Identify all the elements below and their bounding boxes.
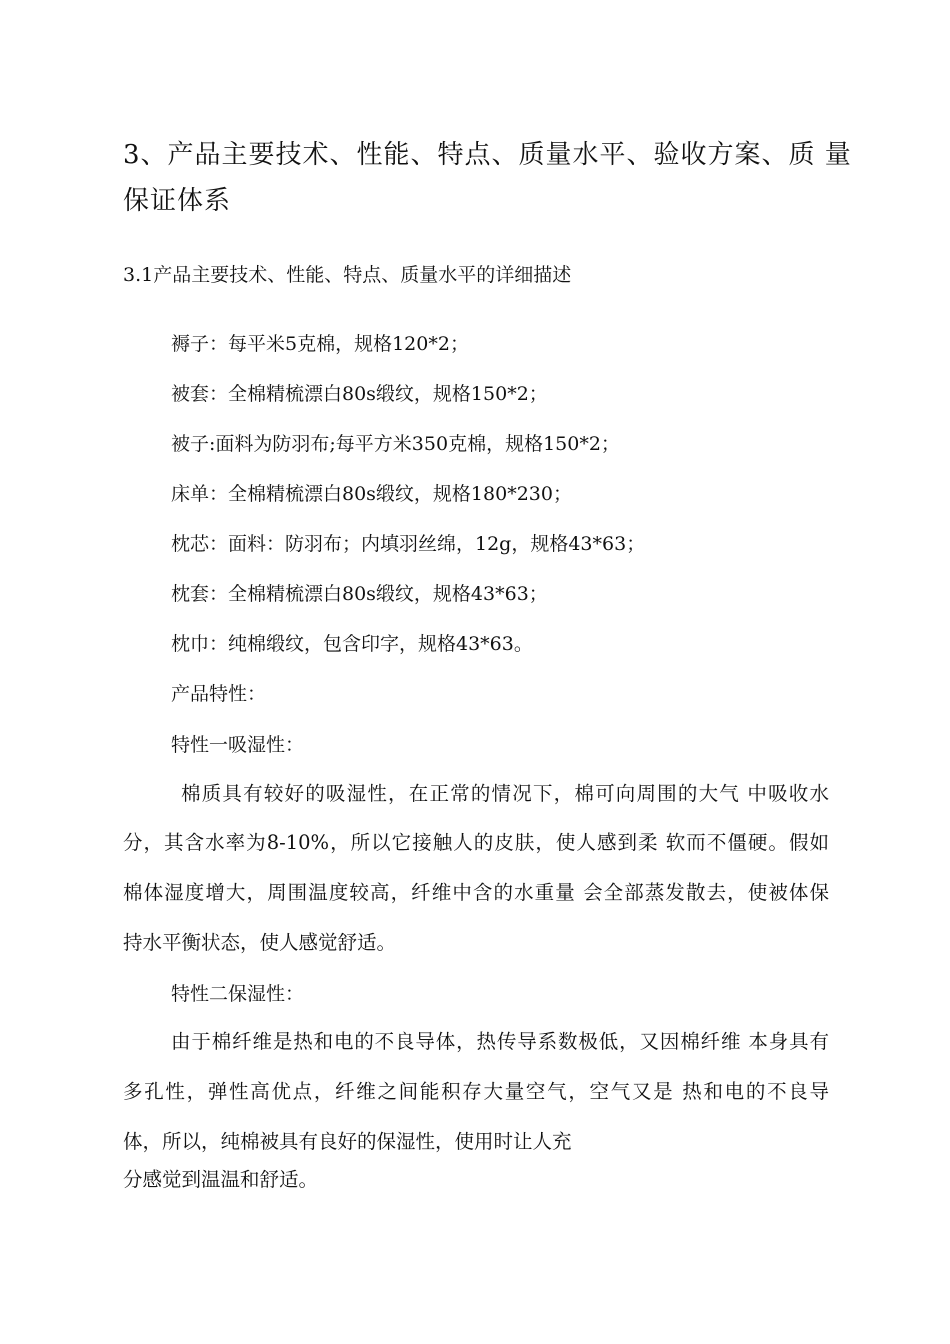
spec-item-bedsheet: 床单：全棉精梳漂白80s缎纹，规格180*230； bbox=[171, 483, 572, 505]
feature-2-paragraph-line: 体，所以，纯棉被具有良好的保湿性，使用时让人充 bbox=[123, 1130, 572, 1153]
feature-1-title: 特性一吸湿性： bbox=[171, 734, 305, 756]
feature-1-paragraph-line: 分，其含水率为8-10%，所以它接触人的皮肤，使人感到柔 软而不僵硬。假如 bbox=[123, 831, 829, 854]
feature-1-paragraph-line: 棉体湿度增大，周围温度较高，纤维中含的水重量 会全部蒸发散去，使被体保 bbox=[123, 881, 829, 904]
subsection-heading: 3.1产品主要技术、性能、特点、质量水平的详细描述 bbox=[123, 264, 572, 286]
feature-2-paragraph-line: 多孔性，弹性高优点，纤维之间能积存大量空气，空气又是 热和电的不良导 bbox=[123, 1080, 829, 1103]
feature-2-title: 特性二保湿性： bbox=[171, 983, 305, 1005]
spec-item-pillow-towel: 枕巾：纯棉缎纹，包含印字，规格43*63。 bbox=[171, 633, 533, 655]
features-title: 产品特性： bbox=[171, 683, 267, 705]
section-heading-line-1: 3、产品主要技术、性能、特点、质量水平、验收方案、质 量 bbox=[123, 140, 852, 170]
feature-1-paragraph-line: 棉质具有较好的吸湿性，在正常的情况下，棉可向周围的大气 中吸收水 bbox=[181, 782, 829, 805]
spec-item-pillowcase: 枕套：全棉精梳漂白80s缎纹，规格43*63； bbox=[171, 583, 548, 605]
spec-item-quilt-cover: 被套：全棉精梳漂白80s缎纹，规格150*2； bbox=[171, 383, 548, 405]
spec-item-pillow-core: 枕芯：面料：防羽布；内填羽丝绵，12g，规格43*63； bbox=[171, 533, 646, 555]
spec-item-quilt: 被子:面料为防羽布;每平方米350克棉，规格150*2； bbox=[171, 433, 620, 455]
feature-2-paragraph-line: 分感觉到温温和舒适。 bbox=[123, 1168, 319, 1191]
spec-item-mattress: 褥子：每平米5克棉，规格120*2； bbox=[171, 333, 469, 355]
section-heading-line-2: 保证体系 bbox=[123, 186, 232, 216]
feature-1-paragraph-line: 持水平衡状态，使人感觉舒适。 bbox=[123, 931, 397, 954]
feature-2-paragraph-line: 由于棉纤维是热和电的不良导体，热传导系数极低，又因棉纤维 本身具有 bbox=[171, 1030, 829, 1053]
